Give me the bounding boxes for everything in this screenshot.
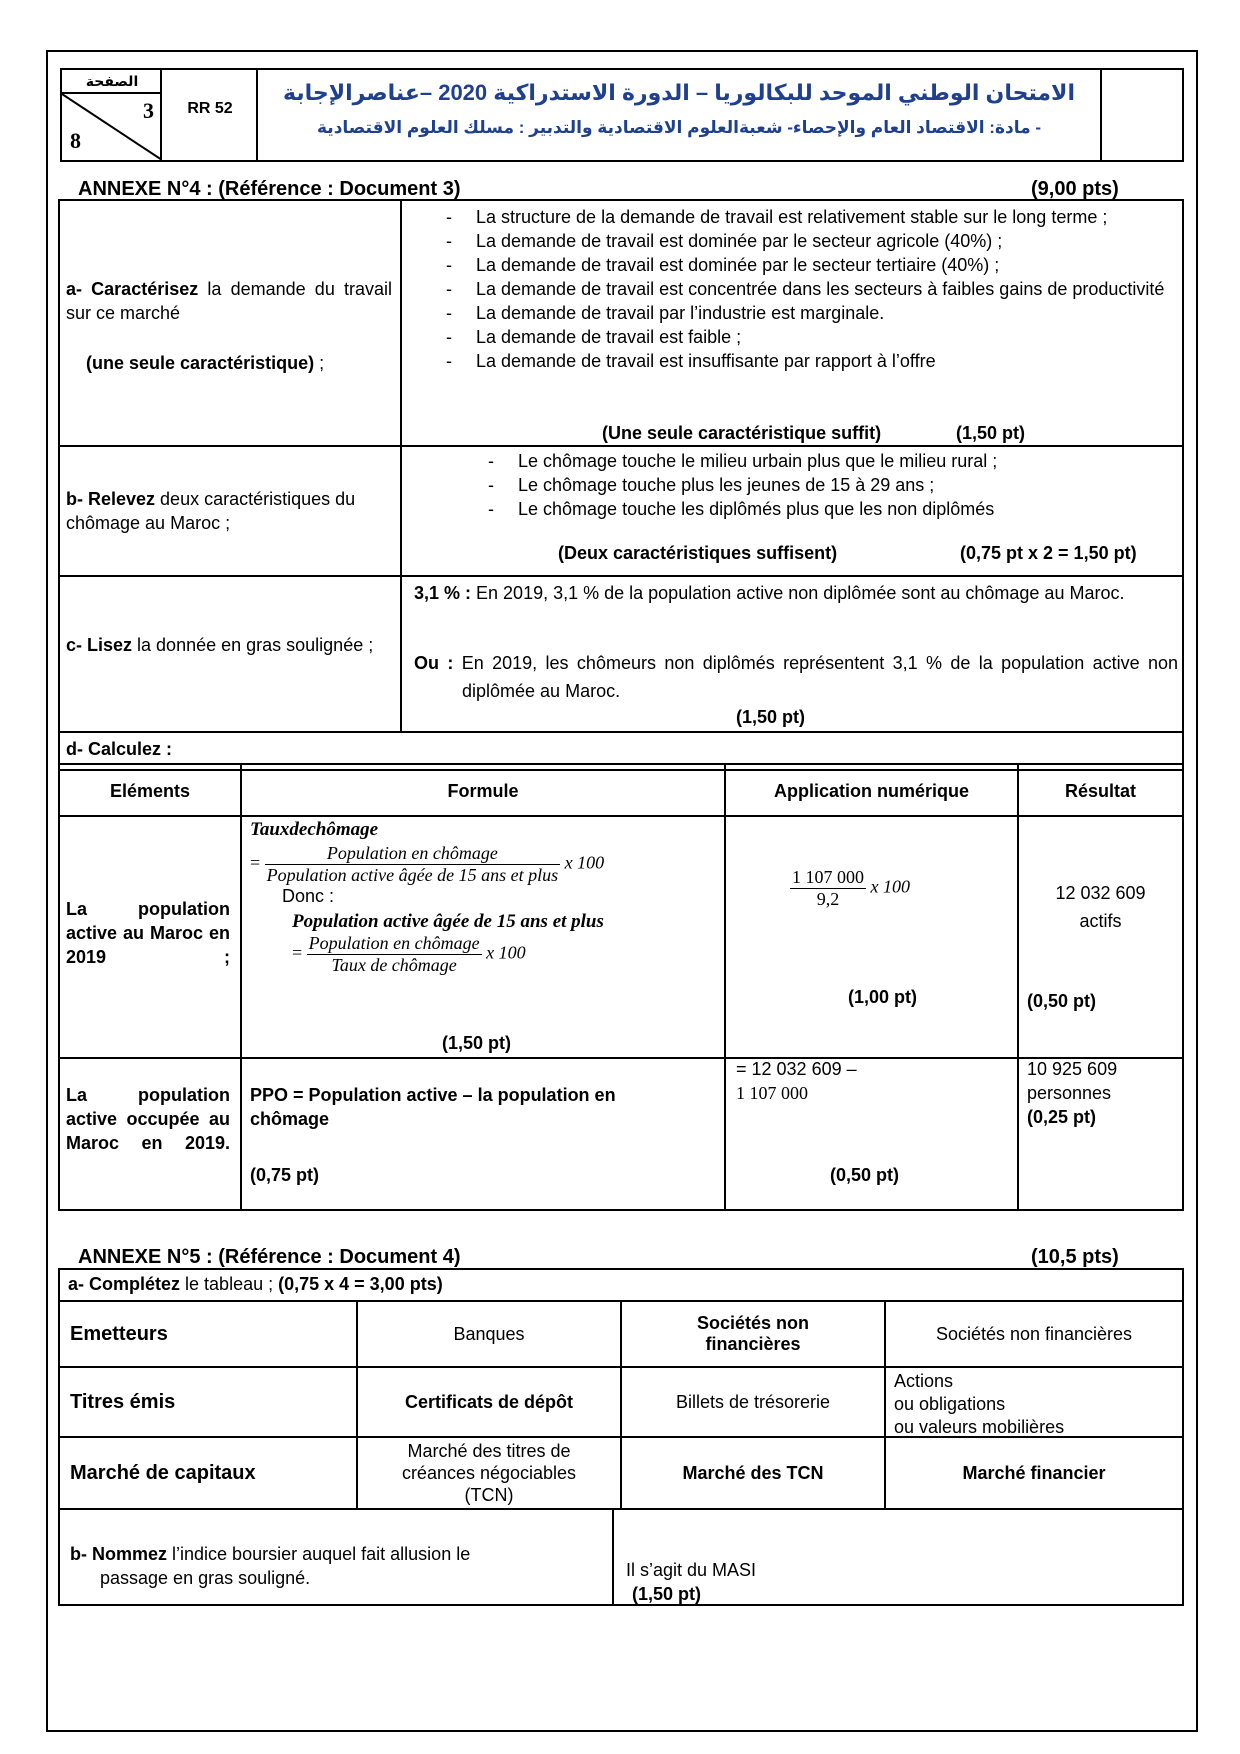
row2-formula-score: (0,75 pt) <box>250 1165 320 1185</box>
question-b-verb: b- Relevez <box>66 489 156 509</box>
row1-formula <box>250 819 720 976</box>
question-b5 <box>70 1542 510 1590</box>
formula2-denominator: Taux de chômage <box>331 955 457 975</box>
application-denominator: 9,2 <box>816 889 840 909</box>
formula2-multiplier: x 100 <box>486 942 526 963</box>
row1-result-value: 12 032 609 <box>1055 883 1146 903</box>
application-numerator: 1 107 000 <box>792 867 864 887</box>
exam-header <box>60 68 1184 162</box>
row2-result-unit: personnes <box>1027 1083 1112 1103</box>
list-item: - La structure de la demande de travail est relativement stable sur le long terme ; <box>446 205 1178 229</box>
formula-equals: = <box>250 852 261 873</box>
row-emetteurs-c2: Sociétés non financières <box>696 1313 810 1354</box>
question-a5-verb: a- Complétez <box>68 1274 181 1294</box>
row-marche-c2: Marché des TCN <box>682 1462 824 1483</box>
answer-c-alt-text: En 2019, les chômeurs non diplômés représentent 3,1 % de la population active non diplômée au Maroc. <box>453 653 1179 701</box>
answer-c-label: 3,1 % : <box>414 583 472 603</box>
row1-formula-score: (1,50 pt) <box>442 1033 512 1053</box>
row2-result-value: 10 925 609 <box>1027 1059 1118 1079</box>
question-a-note: (une seule caractéristique) <box>86 353 315 373</box>
list-item: - La demande de travail est insuffisante par rapport à l’offre <box>446 349 1178 373</box>
question-a-verb: a- Caractérisez <box>66 279 199 299</box>
answer-a-score: (1,50 pt) <box>956 423 1026 443</box>
page-label: الصفحة <box>62 70 162 94</box>
row1-result-unit: actifs <box>1079 911 1122 931</box>
question-a5-text: le tableau ; <box>180 1274 279 1294</box>
formula-title: Tauxdechômage <box>250 819 379 840</box>
row1-result-score: (0,50 pt) <box>1027 991 1097 1011</box>
answer-b-score: (0,75 pt x 2 = 1,50 pt) <box>960 543 1137 563</box>
row2-application-line1: = 12 032 609 – <box>736 1059 857 1079</box>
row-titres-c3 <box>894 1370 1064 1439</box>
question-d-label: d- Calculez : <box>66 739 173 759</box>
annex4-row-a <box>60 201 1182 447</box>
answer-a-note: (Une seule caractéristique suffit) <box>602 423 882 443</box>
list-item: - La demande de travail est dominée par le secteur agricole (40%) ; <box>446 229 1178 253</box>
row-emetteurs-head: Emetteurs <box>70 1322 168 1345</box>
annex5-points: (10,5 pts) <box>1031 1246 1119 1268</box>
formula-denominator: Population active âgée de 15 ans et plus <box>266 865 559 885</box>
row2-result-score: (0,25 pt) <box>1027 1107 1097 1127</box>
question-b <box>60 447 402 575</box>
annex4-title: ANNEXE N°4 : (Référence : Document 3) <box>78 178 461 200</box>
row-marche-head: Marché de capitaux <box>70 1461 256 1484</box>
annex4-row-c <box>60 577 1182 733</box>
page-number: 3 <box>143 98 154 123</box>
question-a <box>60 201 402 445</box>
answer-b <box>404 447 1182 575</box>
answer-c-text: En 2019, 3,1 % de la population active non diplômée sont au chômage au Maroc. <box>471 583 1125 603</box>
formula2-title: Population active âgée de 15 ans et plus <box>292 911 604 932</box>
annex5-table <box>58 1268 1184 1606</box>
answer-a-list <box>446 205 1178 373</box>
row1-element: La population active au Maroc en 2019 ; <box>66 899 230 967</box>
list-item: - La demande de travail est faible ; <box>446 325 1178 349</box>
list-item: - La demande de travail est dominée par le secteur tertiaire (40%) ; <box>446 253 1178 277</box>
row-titres-c3-line3: ou valeurs mobilières <box>894 1417 1065 1437</box>
answer-b-note: (Deux caractéristiques suffisent) <box>558 543 838 563</box>
answer-a <box>404 201 1182 445</box>
formula-donc: Donc : <box>282 886 335 906</box>
list-item: - Le chômage touche les diplômés plus que les non diplômés <box>488 497 1178 521</box>
page-total: 8 <box>70 128 81 153</box>
answer-c-score: (1,50 pt) <box>736 707 806 727</box>
exam-code-box <box>162 70 258 160</box>
calc-table <box>58 763 1184 1211</box>
row-emetteurs-c3: Sociétés non financières <box>935 1323 1133 1344</box>
formula-numerator: Population en chômage <box>265 843 560 865</box>
annex5-title: ANNEXE N°5 : (Référence : Document 4) <box>78 1246 461 1268</box>
page-counter-box <box>62 70 162 160</box>
row2-formula: PPO = Population active – la population en chômage <box>250 1085 616 1129</box>
formula2-numerator: Population en chômage <box>308 933 480 953</box>
formula2-equals: = <box>292 942 303 963</box>
answer-b5-score: (1,50 pt) <box>632 1584 702 1604</box>
row2-element: La population active occupée au Maroc en 2019. <box>66 1085 230 1153</box>
question-b-text: deux caractéristiques du chômage au Maroc ; <box>66 489 356 533</box>
question-c-verb: c- Lisez <box>66 635 133 655</box>
annex4-table <box>58 199 1184 771</box>
exam-title: الامتحان الوطني الموحد للبكالوريا – الدورة الاستدراكية 2020 –عناصرالإجابة <box>283 80 1075 105</box>
row-titres-c1: Certificats de dépôt <box>404 1391 574 1412</box>
row2-application-score: (0,50 pt) <box>830 1165 900 1185</box>
col-header-result: Résultat <box>1064 781 1136 801</box>
row-titres-c3-line1: Actions <box>894 1371 954 1391</box>
row-emetteurs-c1: Banques <box>453 1323 525 1344</box>
question-a-text: la demande du travail sur ce marché <box>66 279 393 323</box>
exam-title-box <box>258 70 1102 160</box>
list-item: - La demande de travail est concentrée dans les secteurs à faibles gains de productivité <box>446 277 1178 301</box>
question-b5-text: l’indice boursier auquel fait allusion le passage en gras souligné. <box>100 1544 471 1588</box>
row-titres-head: Titres émis <box>70 1390 176 1413</box>
row-titres-c3-line2: ou obligations <box>894 1394 1006 1414</box>
col-header-application: Application numérique <box>773 781 969 801</box>
formula-multiplier: x 100 <box>564 852 605 873</box>
list-item: - La demande de travail par l’industrie est marginale. <box>446 301 1178 325</box>
row-marche-c3: Marché financier <box>962 1462 1106 1483</box>
answer-b5: Il s’agit du MASI <box>626 1560 757 1580</box>
exam-subtitle: - مادة: الاقتصاد العام والإحصاء- شعبةالعلوم الاقتصادية والتدبير : مسلك العلوم الاقتصادية <box>317 118 1041 137</box>
row-titres-c2: Billets de trésorerie <box>675 1391 831 1412</box>
question-b5-prefix: b- <box>70 1544 87 1564</box>
question-b5-verb: Nommez <box>92 1544 168 1564</box>
row2-application-line2: 1 107 000 <box>736 1083 808 1103</box>
application-multiplier: x 100 <box>870 876 910 897</box>
list-item: - Le chômage touche le milieu urbain plus que le milieu rural ; <box>488 449 1178 473</box>
annex4-row-b <box>60 447 1182 577</box>
col-header-elements: Eléments <box>109 781 191 801</box>
col-header-formula: Formule <box>447 781 519 801</box>
answer-c-alt-label: Ou : <box>414 653 454 673</box>
exam-code: RR 52 <box>187 100 233 117</box>
row1-application <box>790 867 910 910</box>
question-c <box>60 577 402 731</box>
question-a5-score: (0,75 x 4 = 3,00 pts) <box>278 1274 443 1294</box>
row-marche-c1: Marché des titres de créances négociables (TCN) <box>401 1441 577 1505</box>
list-item: - Le chômage touche plus les jeunes de 15 à 29 ans ; <box>488 473 1178 497</box>
question-c-text: la donnée en gras soulignée ; <box>132 635 374 655</box>
row1-application-score: (1,00 pt) <box>848 987 918 1007</box>
annex4-points: (9,00 pts) <box>1031 178 1119 200</box>
answer-b-list <box>488 449 1178 521</box>
question-a-note-end: ; <box>314 353 325 373</box>
answer-c <box>404 577 1182 731</box>
